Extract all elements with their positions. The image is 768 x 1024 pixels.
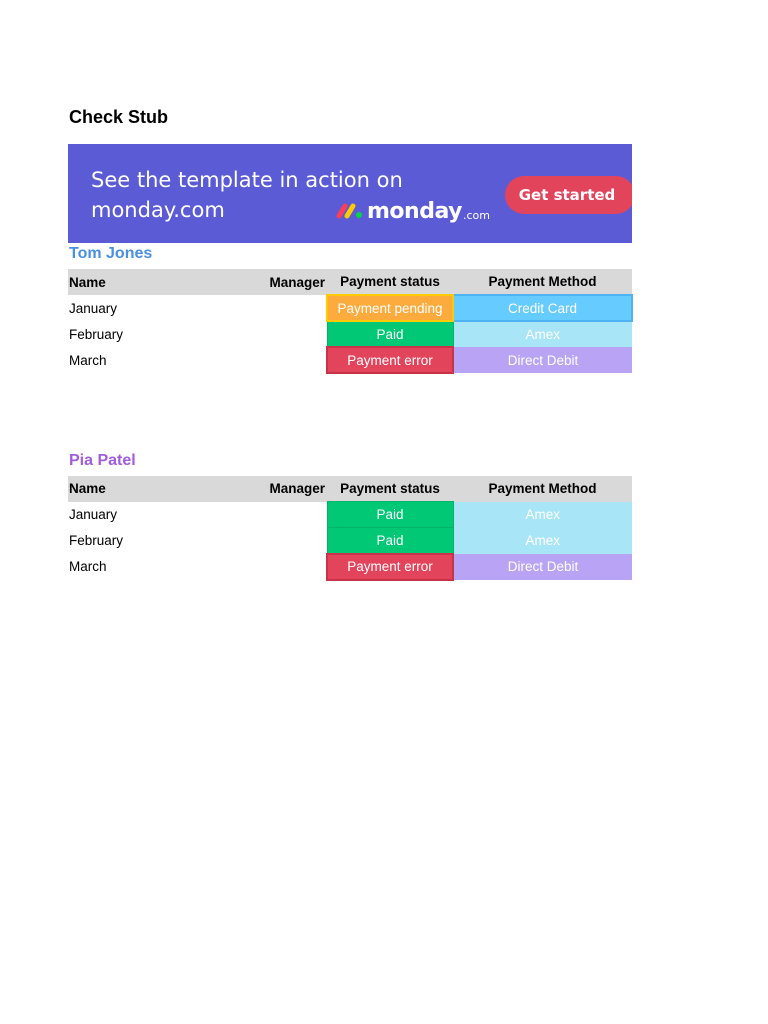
- table-row: [68, 528, 632, 554]
- header-manager: Manager: [250, 476, 327, 502]
- month-cell[interactable]: January: [69, 300, 118, 316]
- banner-line-1: See the template in action on: [91, 168, 403, 192]
- method-cell[interactable]: Amex: [453, 502, 632, 528]
- month-cell[interactable]: March: [69, 559, 107, 574]
- table-row: [68, 554, 632, 580]
- get-started-button[interactable]: Get started: [505, 176, 632, 214]
- status-cell[interactable]: Paid: [327, 528, 453, 554]
- manager-cell[interactable]: [250, 321, 327, 347]
- month-cell[interactable]: February: [69, 533, 124, 548]
- month-cell[interactable]: January: [69, 507, 118, 522]
- status-cell[interactable]: Payment error: [327, 554, 453, 580]
- employee-name-pia-patel: Pia Patel: [69, 452, 136, 469]
- status-cell[interactable]: Paid: [327, 321, 453, 347]
- page-title: Check Stub: [69, 107, 169, 127]
- manager-cell[interactable]: [250, 554, 327, 580]
- header-payment-status: Payment status: [327, 269, 453, 295]
- table-row: [68, 502, 632, 528]
- month-cell[interactable]: February: [69, 326, 124, 342]
- status-cell[interactable]: Payment pending: [327, 295, 453, 321]
- method-cell[interactable]: Direct Debit: [453, 347, 632, 373]
- header-payment-method: Payment Method: [453, 476, 632, 502]
- pay-table-tom-jones: [68, 269, 633, 374]
- monday-logo-icon: [336, 203, 364, 219]
- header-name: Name: [68, 476, 250, 502]
- banner-line-2: monday.com: [91, 198, 225, 222]
- status-cell[interactable]: Payment error: [327, 347, 453, 373]
- method-cell[interactable]: Direct Debit: [453, 554, 632, 580]
- table-row: [68, 321, 632, 347]
- monday-promo-banner[interactable]: [68, 144, 632, 243]
- employee-name-tom-jones: Tom Jones: [69, 245, 153, 262]
- table-row: [68, 347, 632, 373]
- manager-cell[interactable]: [250, 502, 327, 528]
- manager-cell[interactable]: [250, 528, 327, 554]
- header-manager: Manager: [250, 269, 327, 295]
- status-cell[interactable]: Paid: [327, 502, 453, 528]
- method-cell[interactable]: Amex: [453, 528, 632, 554]
- header-payment-method: Payment Method: [453, 269, 632, 295]
- method-cell[interactable]: Amex: [453, 321, 632, 347]
- table-row: [68, 295, 632, 321]
- logo-word: monday: [367, 198, 462, 224]
- manager-cell[interactable]: [250, 347, 327, 373]
- manager-cell[interactable]: [250, 295, 327, 321]
- header-name: Name: [68, 269, 250, 295]
- month-cell[interactable]: March: [69, 352, 107, 368]
- table-header-row: [68, 476, 632, 502]
- header-payment-status: Payment status: [327, 476, 453, 502]
- pay-table-pia-patel: [68, 476, 632, 581]
- monday-logo: [336, 196, 490, 226]
- logo-suffix: .com: [462, 208, 490, 222]
- table-header-row: [68, 269, 632, 295]
- method-cell[interactable]: Credit Card: [453, 295, 632, 321]
